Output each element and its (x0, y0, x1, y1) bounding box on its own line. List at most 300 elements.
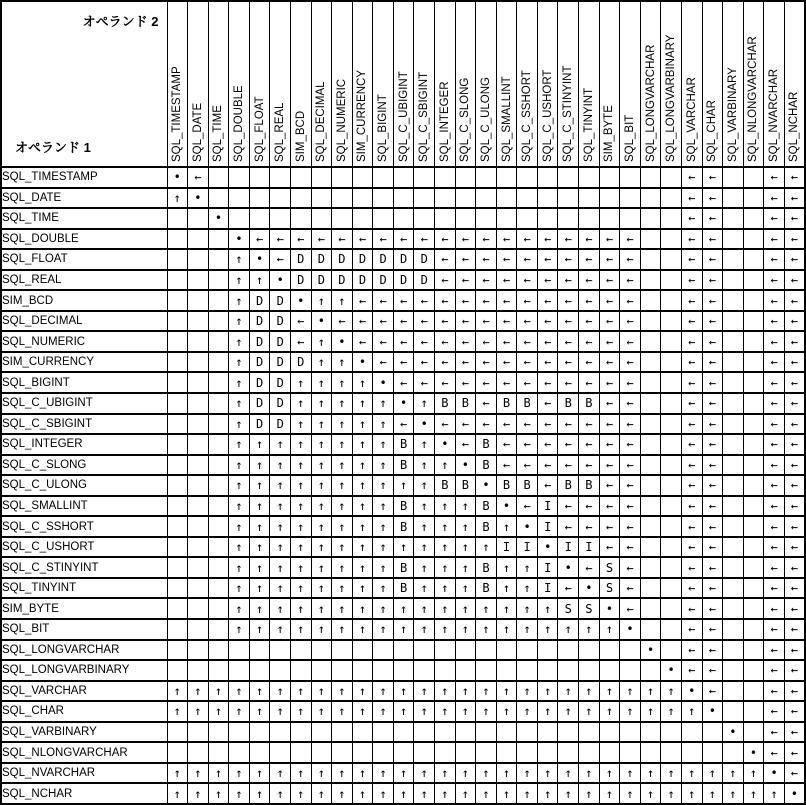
matrix-cell (640, 516, 661, 537)
matrix-cell: D (332, 249, 353, 270)
matrix-cell: ↑ (270, 763, 291, 784)
matrix-cell: ← (435, 290, 456, 311)
matrix-cell: ↑ (229, 701, 250, 722)
matrix-cell (496, 188, 517, 209)
matrix-cell (743, 352, 764, 373)
matrix-cell (208, 290, 229, 311)
matrix-cell (723, 352, 744, 373)
column-header (640, 1, 661, 167)
matrix-cell: ↑ (249, 496, 270, 517)
matrix-cell: ↑ (373, 516, 394, 537)
row-header: SQL_DATE (1, 188, 167, 209)
matrix-cell: ↑ (661, 763, 682, 784)
matrix-cell: ← (599, 393, 620, 414)
matrix-cell: ↑ (249, 537, 270, 558)
matrix-cell: ← (784, 208, 805, 229)
matrix-cell (270, 660, 291, 681)
matrix-cell: ↑ (476, 783, 497, 804)
matrix-cell (167, 598, 188, 619)
matrix-cell: ↑ (414, 763, 435, 784)
matrix-cell: ↑ (373, 557, 394, 578)
matrix-cell: D (249, 290, 270, 311)
matrix-cell: ↑ (558, 681, 579, 702)
matrix-cell: ← (702, 475, 723, 496)
matrix-cell: ↑ (249, 557, 270, 578)
matrix-cell: ↑ (558, 783, 579, 804)
matrix-cell: ↑ (558, 701, 579, 722)
matrix-cell: ↑ (599, 619, 620, 640)
matrix-cell (743, 167, 764, 188)
matrix-cell: ↑ (414, 578, 435, 599)
matrix-cell (167, 352, 188, 373)
column-header-label: SQL_VARCHAR (685, 77, 698, 162)
matrix-cell: ← (517, 331, 538, 352)
matrix-cell: ↑ (537, 763, 558, 784)
matrix-cell: ← (681, 331, 702, 352)
column-header-label: SQL_CHAR (706, 100, 719, 162)
matrix-cell (743, 229, 764, 250)
matrix-cell: • (476, 475, 497, 496)
matrix-cell: ↑ (270, 496, 291, 517)
matrix-cell: ← (784, 455, 805, 476)
matrix-cell (188, 434, 209, 455)
matrix-cell (311, 208, 332, 229)
matrix-cell: • (249, 249, 270, 270)
matrix-cell: ← (764, 742, 785, 763)
matrix-cell (743, 578, 764, 599)
matrix-cell: ← (784, 270, 805, 291)
matrix-cell (517, 742, 538, 763)
matrix-cell: ← (476, 393, 497, 414)
row-header: SIM_BYTE (1, 598, 167, 619)
matrix-cell (723, 331, 744, 352)
matrix-cell (743, 640, 764, 661)
table-row (1, 496, 805, 517)
matrix-cell (476, 208, 497, 229)
matrix-cell (208, 722, 229, 743)
matrix-cell: ← (517, 249, 538, 270)
matrix-cell: ↑ (435, 619, 456, 640)
matrix-cell (188, 311, 209, 332)
matrix-cell (743, 619, 764, 640)
matrix-cell: ↑ (702, 783, 723, 804)
matrix-cell: ← (702, 619, 723, 640)
matrix-cell (290, 188, 311, 209)
matrix-cell: ↑ (352, 414, 373, 435)
matrix-cell (661, 742, 682, 763)
table-row (1, 722, 805, 743)
matrix-cell: • (496, 496, 517, 517)
matrix-cell (208, 167, 229, 188)
matrix-cell (352, 742, 373, 763)
matrix-cell: ← (764, 290, 785, 311)
matrix-cell (661, 619, 682, 640)
matrix-cell: ↑ (723, 783, 744, 804)
matrix-cell (167, 372, 188, 393)
matrix-cell: ← (702, 434, 723, 455)
matrix-cell: ↑ (352, 578, 373, 599)
matrix-cell: ← (784, 434, 805, 455)
matrix-cell: • (414, 414, 435, 435)
matrix-cell (661, 311, 682, 332)
matrix-cell: ↑ (496, 701, 517, 722)
matrix-cell: ← (311, 229, 332, 250)
matrix-cell (579, 188, 600, 209)
matrix-cell: B (476, 496, 497, 517)
matrix-cell: ← (702, 208, 723, 229)
matrix-cell: ↑ (496, 578, 517, 599)
matrix-cell: ↑ (373, 783, 394, 804)
row-header: SQL_NCHAR (1, 783, 167, 804)
matrix-cell (517, 660, 538, 681)
matrix-cell (661, 393, 682, 414)
matrix-cell (414, 208, 435, 229)
matrix-cell (537, 208, 558, 229)
row-header: SQL_C_UBIGINT (1, 393, 167, 414)
matrix-cell: ↑ (311, 434, 332, 455)
matrix-cell: ← (764, 701, 785, 722)
matrix-cell: I (517, 537, 538, 558)
matrix-cell: ← (702, 516, 723, 537)
column-header-label: SQL_C_USHORT (541, 69, 554, 162)
matrix-cell: ↑ (414, 393, 435, 414)
matrix-cell (599, 167, 620, 188)
matrix-cell (373, 208, 394, 229)
matrix-cell (537, 188, 558, 209)
matrix-cell: D (249, 311, 270, 332)
matrix-cell: ↑ (270, 783, 291, 804)
matrix-cell: ← (681, 660, 702, 681)
matrix-cell (537, 167, 558, 188)
matrix-cell (208, 434, 229, 455)
matrix-cell: B (393, 516, 414, 537)
matrix-cell (229, 640, 250, 661)
matrix-cell (167, 270, 188, 291)
matrix-cell: ← (517, 352, 538, 373)
matrix-cell: ↑ (332, 619, 353, 640)
matrix-cell: ← (784, 167, 805, 188)
matrix-cell: ↑ (290, 455, 311, 476)
matrix-cell: ↑ (352, 537, 373, 558)
matrix-cell: ← (784, 619, 805, 640)
matrix-cell: ← (558, 414, 579, 435)
matrix-cell: ← (681, 188, 702, 209)
matrix-cell: ↑ (249, 701, 270, 722)
matrix-cell: ← (558, 434, 579, 455)
matrix-cell (517, 208, 538, 229)
matrix-cell (290, 742, 311, 763)
matrix-cell: ↑ (476, 537, 497, 558)
matrix-cell: ↑ (393, 763, 414, 784)
matrix-cell: ↑ (579, 619, 600, 640)
column-header-label: SIM_CURRENCY (356, 69, 369, 162)
matrix-cell: ↑ (332, 434, 353, 455)
matrix-cell: ← (537, 249, 558, 270)
table-row (1, 311, 805, 332)
matrix-cell: ↑ (435, 496, 456, 517)
column-header (229, 1, 250, 167)
matrix-cell: ← (414, 290, 435, 311)
matrix-cell (373, 167, 394, 188)
matrix-cell: • (311, 311, 332, 332)
matrix-cell: ↑ (661, 701, 682, 722)
matrix-cell: ↑ (311, 516, 332, 537)
matrix-cell: ← (558, 270, 579, 291)
row-header: SQL_TIME (1, 208, 167, 229)
matrix-cell: ↑ (393, 619, 414, 640)
matrix-cell (393, 640, 414, 661)
matrix-cell (270, 742, 291, 763)
matrix-cell (723, 414, 744, 435)
matrix-cell: ← (476, 352, 497, 373)
matrix-cell: ↑ (455, 701, 476, 722)
matrix-cell (476, 660, 497, 681)
matrix-cell: ↑ (393, 783, 414, 804)
matrix-cell: ← (620, 290, 641, 311)
matrix-cell: ← (764, 249, 785, 270)
matrix-cell (352, 660, 373, 681)
matrix-cell: ← (455, 270, 476, 291)
matrix-cell: ← (537, 434, 558, 455)
matrix-cell: ↑ (249, 619, 270, 640)
matrix-cell (188, 352, 209, 373)
matrix-cell (640, 742, 661, 763)
matrix-cell (188, 393, 209, 414)
matrix-cell: ← (620, 270, 641, 291)
matrix-cell: ← (393, 414, 414, 435)
matrix-cell: ← (393, 331, 414, 352)
matrix-cell: ← (784, 475, 805, 496)
matrix-cell: ← (681, 393, 702, 414)
matrix-cell: S (579, 598, 600, 619)
matrix-cell: ↑ (620, 763, 641, 784)
matrix-cell: ↑ (229, 557, 250, 578)
matrix-cell: ← (681, 208, 702, 229)
matrix-cell: ↑ (373, 578, 394, 599)
matrix-cell: ← (764, 516, 785, 537)
matrix-cell: ← (702, 188, 723, 209)
matrix-cell: ← (784, 496, 805, 517)
matrix-cell: ↑ (167, 681, 188, 702)
matrix-cell (743, 414, 764, 435)
matrix-cell: ↑ (517, 619, 538, 640)
matrix-cell (435, 188, 456, 209)
matrix-cell (743, 496, 764, 517)
matrix-cell: ← (249, 229, 270, 250)
matrix-cell (208, 352, 229, 373)
matrix-cell: ↑ (352, 701, 373, 722)
matrix-cell: ↑ (332, 455, 353, 476)
matrix-cell: ← (517, 311, 538, 332)
matrix-cell: ↑ (455, 783, 476, 804)
matrix-cell: ↑ (517, 763, 538, 784)
matrix-cell: ↑ (517, 578, 538, 599)
matrix-cell: ↑ (332, 701, 353, 722)
matrix-cell (188, 496, 209, 517)
matrix-cell: ← (702, 598, 723, 619)
matrix-cell: ← (764, 270, 785, 291)
matrix-cell (661, 352, 682, 373)
matrix-cell (167, 722, 188, 743)
matrix-cell: ← (764, 619, 785, 640)
column-header-label: SQL_REAL (274, 102, 287, 162)
matrix-cell: ↑ (373, 619, 394, 640)
matrix-cell: ↑ (270, 578, 291, 599)
matrix-cell: B (455, 475, 476, 496)
column-header (373, 1, 394, 167)
matrix-cell: I (558, 537, 579, 558)
matrix-cell (167, 660, 188, 681)
matrix-cell: D (290, 270, 311, 291)
matrix-cell: • (579, 578, 600, 599)
matrix-cell: ↑ (455, 681, 476, 702)
matrix-cell: ↑ (332, 414, 353, 435)
matrix-cell (188, 249, 209, 270)
matrix-cell: ↑ (290, 496, 311, 517)
column-header (290, 1, 311, 167)
matrix-cell (455, 660, 476, 681)
matrix-cell (620, 660, 641, 681)
matrix-cell: ↑ (620, 681, 641, 702)
matrix-cell: ↑ (393, 475, 414, 496)
matrix-cell: ↑ (414, 701, 435, 722)
matrix-cell (640, 352, 661, 373)
matrix-cell (435, 167, 456, 188)
matrix-cell (723, 455, 744, 476)
matrix-cell: ← (188, 167, 209, 188)
matrix-cell: ← (579, 516, 600, 537)
matrix-cell (167, 414, 188, 435)
matrix-cell (743, 722, 764, 743)
matrix-cell: ← (599, 311, 620, 332)
matrix-cell: • (332, 331, 353, 352)
matrix-cell: ↑ (393, 537, 414, 558)
matrix-cell: ← (558, 249, 579, 270)
matrix-cell: ← (784, 311, 805, 332)
matrix-cell: ↑ (167, 783, 188, 804)
row-header: SQL_C_STINYINT (1, 557, 167, 578)
matrix-cell: ← (764, 167, 785, 188)
matrix-cell (661, 290, 682, 311)
matrix-cell: ↑ (229, 516, 250, 537)
matrix-cell (743, 475, 764, 496)
matrix-cell: ↑ (599, 783, 620, 804)
row-header: SQL_BIT (1, 619, 167, 640)
matrix-cell (681, 722, 702, 743)
matrix-cell: ← (270, 229, 291, 250)
row-header: SQL_C_SBIGINT (1, 414, 167, 435)
row-header: SQL_NLONGVARCHAR (1, 742, 167, 763)
matrix-cell: ← (620, 598, 641, 619)
matrix-cell (167, 229, 188, 250)
matrix-cell: ← (517, 414, 538, 435)
matrix-cell (188, 208, 209, 229)
matrix-cell: ↑ (414, 783, 435, 804)
matrix-cell: ← (476, 249, 497, 270)
matrix-cell: ← (702, 681, 723, 702)
matrix-cell: • (229, 229, 250, 250)
matrix-cell (640, 167, 661, 188)
column-header (764, 1, 785, 167)
matrix-cell: ← (414, 352, 435, 373)
matrix-cell (435, 722, 456, 743)
matrix-cell: ↑ (681, 783, 702, 804)
table-row (1, 167, 805, 188)
matrix-cell: ↑ (537, 783, 558, 804)
matrix-cell: • (764, 763, 785, 784)
matrix-cell: ↑ (640, 681, 661, 702)
matrix-cell: ↑ (270, 701, 291, 722)
matrix-cell: ← (764, 188, 785, 209)
matrix-cell: ← (455, 434, 476, 455)
matrix-cell (640, 270, 661, 291)
matrix-cell (311, 742, 332, 763)
matrix-cell: ← (681, 270, 702, 291)
matrix-cell: ← (435, 331, 456, 352)
matrix-cell: ↑ (517, 557, 538, 578)
matrix-cell: ↑ (332, 598, 353, 619)
matrix-cell: ← (599, 496, 620, 517)
matrix-cell: ← (352, 290, 373, 311)
matrix-cell: ↑ (373, 475, 394, 496)
matrix-cell: ↑ (229, 681, 250, 702)
matrix-cell: ↑ (702, 763, 723, 784)
matrix-cell: ↑ (620, 783, 641, 804)
matrix-cell: ← (681, 578, 702, 599)
matrix-cell (188, 598, 209, 619)
matrix-cell: ↑ (579, 681, 600, 702)
matrix-cell: ← (702, 414, 723, 435)
column-header-label: SQL_NLONGVARCHAR (747, 36, 760, 162)
matrix-cell: ↑ (393, 598, 414, 619)
matrix-cell (743, 331, 764, 352)
row-header: SQL_LONGVARCHAR (1, 640, 167, 661)
matrix-cell (723, 660, 744, 681)
matrix-cell: ← (702, 537, 723, 558)
matrix-cell: B (393, 434, 414, 455)
matrix-cell: • (270, 270, 291, 291)
table-row (1, 393, 805, 414)
matrix-cell: ↑ (352, 681, 373, 702)
matrix-cell: ↑ (270, 455, 291, 476)
matrix-cell (393, 188, 414, 209)
matrix-cell: ← (373, 290, 394, 311)
matrix-cell (743, 188, 764, 209)
table-row (1, 352, 805, 373)
matrix-cell: ← (764, 352, 785, 373)
matrix-cell: ← (784, 188, 805, 209)
matrix-cell (373, 742, 394, 763)
matrix-cell (311, 188, 332, 209)
matrix-cell: D (414, 249, 435, 270)
matrix-cell (167, 331, 188, 352)
matrix-cell: D (393, 270, 414, 291)
matrix-cell (661, 598, 682, 619)
matrix-cell: ↑ (455, 557, 476, 578)
column-header (496, 1, 517, 167)
matrix-cell: ← (702, 229, 723, 250)
matrix-cell: I (537, 516, 558, 537)
matrix-cell (393, 742, 414, 763)
matrix-cell (311, 167, 332, 188)
matrix-cell (167, 578, 188, 599)
table-row (1, 537, 805, 558)
matrix-cell: B (393, 455, 414, 476)
row-header: SQL_SMALLINT (1, 496, 167, 517)
matrix-cell: ↑ (290, 783, 311, 804)
matrix-cell (723, 681, 744, 702)
matrix-cell (640, 414, 661, 435)
